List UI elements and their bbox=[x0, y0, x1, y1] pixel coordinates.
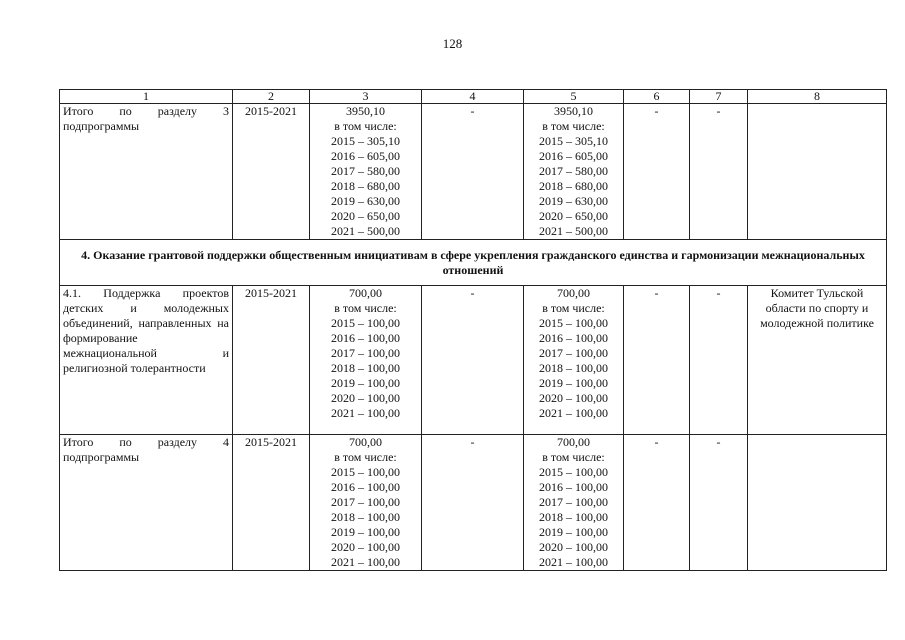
funding-value: 2021 – 500,00 bbox=[331, 224, 400, 238]
funding-value: 2021 – 100,00 bbox=[539, 555, 608, 569]
row-name: Итого по разделу 3 подпрограммы bbox=[63, 104, 229, 133]
col4-cell: - bbox=[422, 104, 524, 240]
column-header: 8 bbox=[748, 90, 887, 104]
funding-col5-cell bbox=[524, 435, 624, 571]
funding-value: 2017 – 100,00 bbox=[331, 495, 400, 509]
funding-col3-cell bbox=[310, 286, 422, 435]
funding-value: 2018 – 680,00 bbox=[331, 179, 400, 193]
funding-value: в том числе: bbox=[334, 450, 397, 464]
row-name: 4.1. Поддержка проектов детских и молодежных объединений, направленных на формирование межнациональной и религиозной толерантности bbox=[63, 286, 229, 375]
period-cell: 2015-2021 bbox=[233, 104, 310, 240]
funding-value: 2020 – 100,00 bbox=[539, 540, 608, 554]
funding-col3-cell bbox=[310, 435, 422, 571]
page-number: 128 bbox=[442, 36, 463, 51]
funding-value: 700,00 bbox=[349, 435, 382, 449]
column-number-row bbox=[60, 90, 887, 104]
funding-value: в том числе: bbox=[542, 301, 605, 315]
funding-value: 2019 – 100,00 bbox=[331, 525, 400, 539]
table-row bbox=[60, 104, 887, 240]
funding-value: 2017 – 100,00 bbox=[539, 346, 608, 360]
funding-value: 2016 – 100,00 bbox=[331, 480, 400, 494]
funding-value: 2019 – 630,00 bbox=[539, 194, 608, 208]
funding-value: 3950,10 bbox=[554, 104, 593, 118]
funding-value: 2017 – 580,00 bbox=[539, 164, 608, 178]
period-cell: 2015-2021 bbox=[233, 286, 310, 435]
col7-cell: - bbox=[690, 435, 748, 571]
funding-value: 700,00 bbox=[349, 286, 382, 300]
funding-value: 2016 – 605,00 bbox=[539, 149, 608, 163]
funding-value: 700,00 bbox=[557, 435, 590, 449]
funding-value: 2016 – 100,00 bbox=[539, 331, 608, 345]
table-row bbox=[60, 286, 887, 435]
funding-value: 2021 – 100,00 bbox=[331, 555, 400, 569]
funding-value: 2016 – 100,00 bbox=[331, 331, 400, 345]
funding-value: 2020 – 100,00 bbox=[331, 540, 400, 554]
funding-value: 700,00 bbox=[557, 286, 590, 300]
funding-value: 2018 – 100,00 bbox=[331, 361, 400, 375]
row-name: Итого по разделу 4 подпрограммы bbox=[63, 435, 229, 464]
section-title: 4. Оказание грантовой поддержки общественным инициативам в сфере укрепления гражданского единства и гармонизации межнациональных отношений bbox=[60, 240, 887, 286]
row-name-cell bbox=[60, 104, 233, 240]
column-header: 1 bbox=[60, 90, 233, 104]
funding-col3-cell bbox=[310, 104, 422, 240]
funding-value: в том числе: bbox=[542, 450, 605, 464]
funding-value: 2019 – 630,00 bbox=[331, 194, 400, 208]
funding-value: 2018 – 100,00 bbox=[539, 361, 608, 375]
row-name-cell bbox=[60, 286, 233, 435]
funding-value: 2017 – 580,00 bbox=[331, 164, 400, 178]
funding-value: 2015 – 100,00 bbox=[539, 316, 608, 330]
funding-value: 2015 – 305,10 bbox=[331, 134, 400, 148]
period-cell: 2015-2021 bbox=[233, 435, 310, 571]
funding-col5-cell bbox=[524, 286, 624, 435]
column-header: 5 bbox=[524, 90, 624, 104]
funding-value: 2017 – 100,00 bbox=[331, 346, 400, 360]
col4-cell: - bbox=[422, 286, 524, 435]
funding-value: 2017 – 100,00 bbox=[539, 495, 608, 509]
funding-value: 2019 – 100,00 bbox=[539, 525, 608, 539]
column-header: 3 bbox=[310, 90, 422, 104]
executor-cell bbox=[748, 435, 887, 571]
funding-value: 2018 – 100,00 bbox=[331, 510, 400, 524]
budget-table bbox=[59, 89, 887, 571]
funding-value: 2019 – 100,00 bbox=[539, 376, 608, 390]
col6-cell: - bbox=[624, 435, 690, 571]
col7-cell: - bbox=[690, 286, 748, 435]
col4-cell: - bbox=[422, 435, 524, 571]
funding-value: 2016 – 100,00 bbox=[539, 480, 608, 494]
funding-value: 3950,10 bbox=[346, 104, 385, 118]
funding-value: 2018 – 680,00 bbox=[539, 179, 608, 193]
funding-value: 2015 – 100,00 bbox=[539, 465, 608, 479]
funding-value: 2020 – 650,00 bbox=[539, 209, 608, 223]
funding-value: 2020 – 100,00 bbox=[539, 391, 608, 405]
funding-value: в том числе: bbox=[334, 119, 397, 133]
funding-value: 2015 – 100,00 bbox=[331, 465, 400, 479]
funding-value: 2020 – 650,00 bbox=[331, 209, 400, 223]
funding-value: 2021 – 100,00 bbox=[539, 406, 608, 420]
funding-value: в том числе: bbox=[542, 119, 605, 133]
section-header-row bbox=[60, 240, 887, 286]
executor-cell: Комитет Тульской области по спорту и молодежной политике bbox=[748, 286, 887, 435]
funding-value: 2018 – 100,00 bbox=[539, 510, 608, 524]
funding-col5-cell bbox=[524, 104, 624, 240]
column-header: 6 bbox=[624, 90, 690, 104]
column-header: 4 bbox=[422, 90, 524, 104]
col6-cell: - bbox=[624, 104, 690, 240]
funding-value: 2020 – 100,00 bbox=[331, 391, 400, 405]
col7-cell: - bbox=[690, 104, 748, 240]
funding-value: 2021 – 500,00 bbox=[539, 224, 608, 238]
col6-cell: - bbox=[624, 286, 690, 435]
funding-value: в том числе: bbox=[334, 301, 397, 315]
funding-value: 2016 – 605,00 bbox=[331, 149, 400, 163]
funding-value: 2015 – 305,10 bbox=[539, 134, 608, 148]
funding-value: 2015 – 100,00 bbox=[331, 316, 400, 330]
column-header: 2 bbox=[233, 90, 310, 104]
funding-value: 2019 – 100,00 bbox=[331, 376, 400, 390]
funding-value: 2021 – 100,00 bbox=[331, 406, 400, 420]
row-name-cell bbox=[60, 435, 233, 571]
table-row bbox=[60, 435, 887, 571]
executor-cell bbox=[748, 104, 887, 240]
column-header: 7 bbox=[690, 90, 748, 104]
